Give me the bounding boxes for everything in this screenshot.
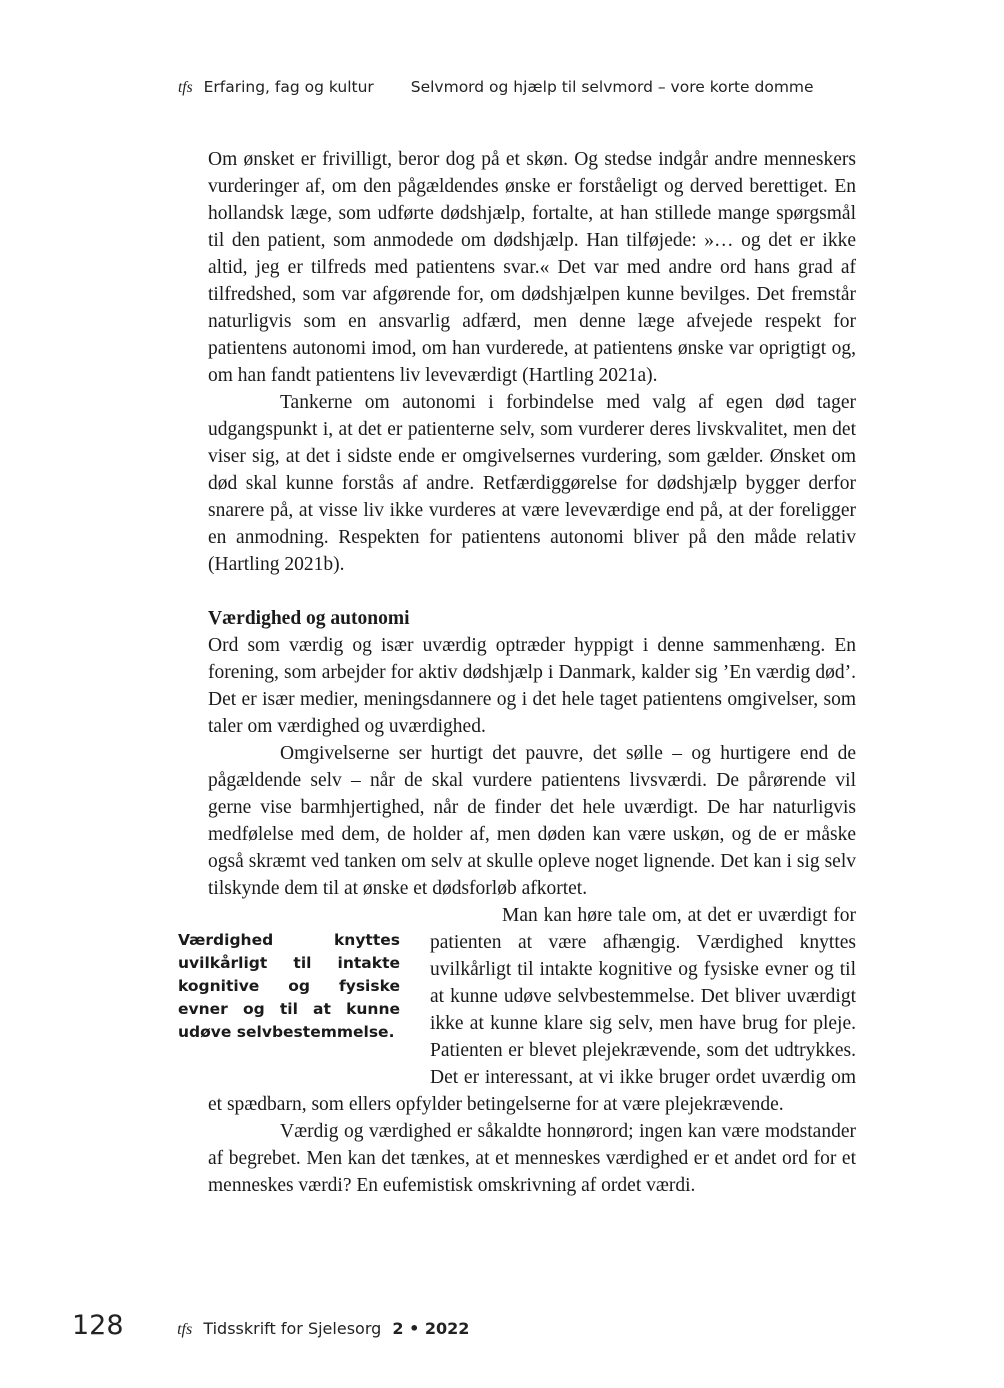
- section-heading: Værdighed og autonomi: [208, 608, 410, 629]
- pull-quote: Værdighed knyttes uvilkårligt til intakte kognitive og fysiske evner og til at kunne udøve selvbestemmelse.: [178, 931, 400, 1041]
- paragraph-2: Tankerne om autonomi i forbindelse med valg af egen død tager udgangspunkt i, at det er patienterne selv, som vurderer deres livskvalitet, men det viser sig, at det i sidste ende er omgivelsernes vurdering, som gælder. Ønsket om død skal kunne forstås af andre. Retfærdiggørelse for dødshjælp bygger derfor snarere på, at visse liv ikke vurderes at være leveværdige end på, at der foreligger en anmodning. Respekten for patientens autonomi bliver på den måde relativ (Hartling 2021b).: [208, 392, 856, 575]
- running-header: [178, 78, 814, 97]
- footer-journal-abbr: tfs: [177, 1321, 193, 1338]
- article-title: Selvmord og hjælp til selvmord – vore korte domme: [410, 78, 814, 96]
- paragraph-3: Ord som værdig og især uværdig optræder hyppigt i denne sammenhæng. En forening, som arbejder for aktiv dødshjælp i Danmark, kalder sig ’En værdig død’. Det er især medier, meningsdannere og i det hele taget patientens omgivelser, som taler om værdighed og uværdighed.: [208, 635, 856, 737]
- paragraph-5: Man kan høre tale om, at det er uværdigt for patienten at være afhængig. Værdighed knyttes uvilkårligt til intakte kognitive og fysiske evner og til at kunne udøve selvbestemmelse. Det bliver uværdigt ikke at kunne klare sig selv, men have brug for pleje. Patienten er blevet plejekrævende, som det udtrykkes. Det er interessant, at vi ikke bruger ordet uværdig om et spædbarn, som ellers opfylder betingelserne for at være plejekrævende.: [208, 905, 856, 1115]
- footer-issue: 2 • 2022: [392, 1319, 470, 1338]
- paragraph-4: Omgivelserne ser hurtigt det pauvre, det sølle – og hurtigere end de pågældende selv – når de skal vurdere patientens livsværdi. De pårørende vil gerne vise barmhjertighed, når de finder det hele uværdigt. De har naturligvis medfølelse med dem, de holder af, men døden kan være uskøn, og de er måske også skræmt ved tanken om selv at skulle opleve noget lignende. Det kan i sig selv tilskynde dem til at ønske et dødsforløb afkortet.: [208, 743, 856, 899]
- paragraph-6: Værdig og værdighed er såkaldte honnørord; ingen kan være modstander af begrebet. Men kan det tænkes, at et menneskes værdighed er et andet ord for et menneskes værdi? En eufemistisk omskrivning af ordet værdi.: [208, 1121, 856, 1196]
- pullquote-area: [178, 902, 856, 1118]
- section-name: Erfaring, fag og kultur: [203, 78, 374, 96]
- journal-abbr: tfs: [178, 79, 193, 96]
- article-body: [178, 146, 856, 1199]
- paragraph-1: Om ønsket er frivilligt, beror dog på et skøn. Og stedse indgår andre menneskers vurderinger af, om den pågældendes ønske er forståeligt og derved berettiget. En hollandsk læge, som udførte dødshjælp, fortalte, at han stillede mange spørgsmål til den patient, som anmodede om dødshjælp. Han tilføjede: »… og det er ikke altid, jeg er tilfreds med patientens svar.« Det var med andre ord hans grad af tilfredshed, som var afgørende for, om dødshjælpen kunne bevilges. Det fremstår naturligvis som en ansvarlig adfærd, men denne læge afvejede respekt for patientens autonomi imod, om han vurderede, at patientens ønske var oprigtigt og, om han fandt patientens liv leveværdigt (Hartling 2021a).: [208, 149, 856, 386]
- footer-journal-name: Tidsskrift for Sjelesorg: [203, 1319, 382, 1338]
- page-footer: [72, 1310, 469, 1341]
- page-number: 128: [72, 1310, 124, 1341]
